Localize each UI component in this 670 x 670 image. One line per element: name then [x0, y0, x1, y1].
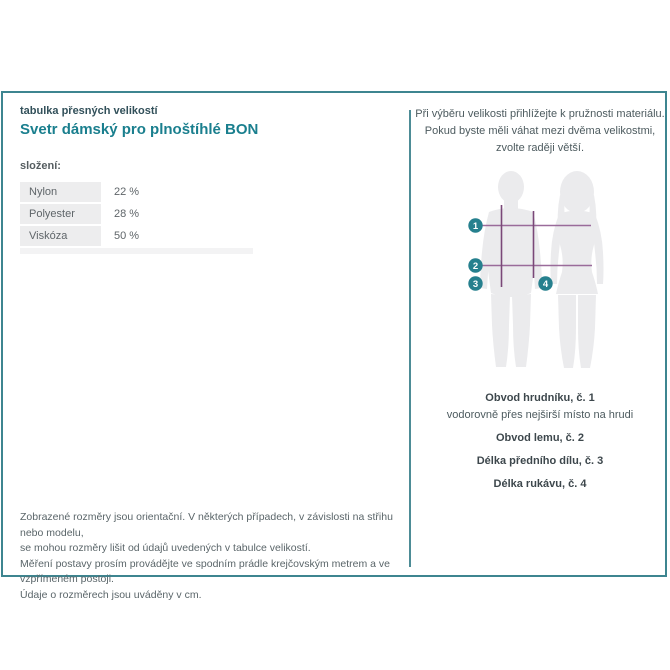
product-title: Svetr dámský pro plnoštíhlé BON	[20, 121, 259, 138]
material-percent-cell: 50 %	[101, 226, 253, 246]
measurement-item	[412, 454, 668, 468]
sizing-advice-line: Pokud byste měli váhat mezi dvěma velikostmi,	[424, 125, 656, 137]
back-figure-silhouette	[551, 171, 604, 368]
table-row	[20, 204, 253, 224]
sizing-advice-line: Při výběru velikosti přihlížejte k pružnosti materiálu.	[415, 108, 665, 120]
disclaimer-line: se mohou rozměry lišit od údajů uvedených v tabulce velikostí.	[20, 542, 311, 554]
disclaimer-text	[20, 510, 400, 603]
measurement-item	[412, 391, 668, 422]
measurement-legend	[412, 391, 668, 500]
material-name-cell: Polyester	[20, 204, 101, 224]
table-row	[20, 226, 253, 246]
measurement-item	[412, 477, 668, 491]
material-percent-cell: 22 %	[101, 182, 253, 202]
sizing-advice-line: zvolte raději větší.	[495, 142, 585, 154]
column-divider	[409, 110, 411, 567]
composition-heading: složení:	[20, 160, 61, 172]
measurement-label: Obvod lemu, č. 2	[495, 432, 585, 444]
material-name-cell: Viskóza	[20, 226, 101, 246]
disclaimer-line: Měření postavy prosím provádějte ve spodním prádle krejčovským metrem a ve vzpřímeném postoji.	[20, 557, 390, 585]
measurement-label: Délka rukávu, č. 4	[493, 478, 587, 490]
body-measurement-diagram	[450, 168, 625, 372]
material-name-cell: Nylon	[20, 182, 101, 202]
material-percent-cell: 28 %	[101, 204, 253, 224]
sizing-advice-text	[412, 106, 668, 157]
marker-1-number: 1	[472, 221, 479, 232]
measurement-label: Obvod hrudníku, č. 1	[485, 392, 595, 404]
table-eyebrow-label: tabulka přesných velikostí	[20, 105, 158, 117]
disclaimer-line: Zobrazené rozměry jsou orientační. V některých případech, v závislosti na střihu nebo modelu,	[20, 511, 393, 539]
marker-3-number: 3	[472, 279, 479, 290]
measurement-item	[412, 431, 668, 445]
table-row	[20, 182, 253, 202]
marker-2-number: 2	[472, 261, 479, 272]
table-footer-strip	[20, 248, 253, 254]
marker-4-number: 4	[542, 279, 549, 290]
measurement-note: vodorovně přes nejširší místo na hrudi	[446, 409, 634, 421]
measurement-label: Délka předního dílu, č. 3	[476, 455, 604, 467]
disclaimer-line: Údaje o rozměrech jsou uváděny v cm.	[20, 588, 202, 601]
composition-table	[20, 182, 253, 254]
